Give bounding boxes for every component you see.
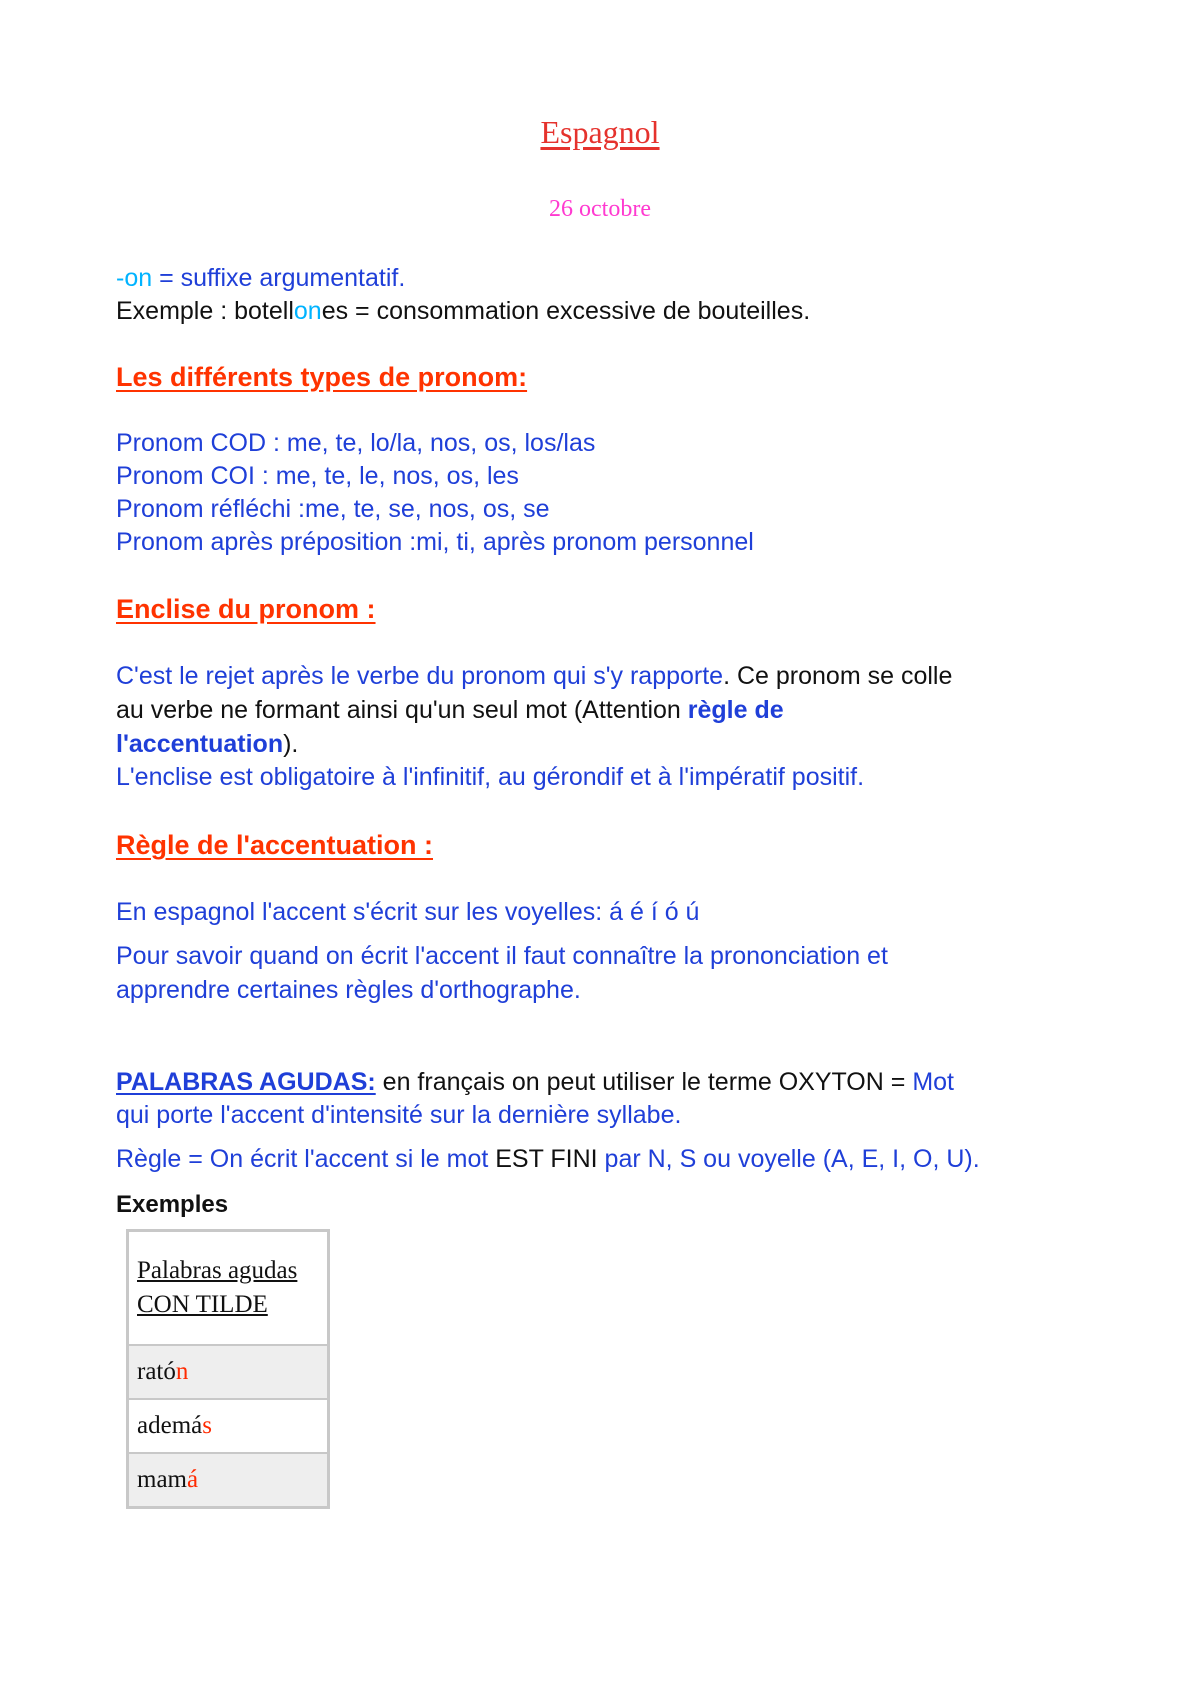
examples-table (126, 1229, 330, 1509)
pronom-line: Pronom COD : me, te, lo/la, nos, os, los/las (116, 429, 596, 457)
example-line (116, 295, 810, 328)
table-header-cell (128, 1231, 328, 1345)
agudas-line-1 (116, 1066, 954, 1099)
rule-middle: EST FINI (495, 1145, 598, 1173)
enclise-rule-ref: règle de (687, 696, 784, 724)
accent-explanation-1: Pour savoir quand on écrit l'accent il faut connaître la prononciation et (116, 942, 888, 970)
enclise-definition: C'est le rejet après le verbe du pronom qui s'y rapporte (116, 662, 724, 690)
table-row (128, 1453, 328, 1507)
pronom-line: Pronom COI : me, te, le, nos, os, les (116, 462, 519, 490)
table-header-line-1: Palabras agudas (137, 1257, 298, 1284)
heading-accentuation: Règle de l'accentuation : (116, 830, 433, 860)
enclise-text: au verbe ne formant ainsi qu'un seul mot (Attention (116, 696, 688, 724)
table-row (128, 1399, 328, 1453)
table-header-row (128, 1231, 328, 1345)
table-header-line-2: CON TILDE (137, 1291, 268, 1318)
example-highlight: on (293, 297, 322, 325)
accent-vowels-line: En espagnol l'accent s'écrit sur les voyelles: á é í ó ú (116, 898, 700, 926)
table-cell (128, 1453, 328, 1507)
pronom-line: Pronom réfléchi :me, te, se, nos, os, se (116, 495, 550, 523)
suffix-definition: = suffixe argumentatif. (152, 264, 406, 292)
enclise-rule-ref-cont: l'accentuation (116, 730, 284, 758)
agudas-rule (116, 1143, 980, 1176)
rule-suffix: par N, S ou voyelle (A, E, I, O, U). (597, 1145, 980, 1173)
enclise-line-1 (116, 660, 952, 693)
agudas-definition: Mot (912, 1068, 954, 1096)
suffix-line (116, 262, 405, 295)
example-rest: es = consommation excessive de bouteilles. (321, 297, 811, 325)
word-base: mam (137, 1466, 187, 1493)
heading-pronom-types: Les différents types de pronom: (116, 362, 528, 392)
word-accent: n (175, 1358, 189, 1385)
word-accent: s (202, 1412, 212, 1439)
word-accent: á (187, 1466, 199, 1493)
enclise-definition-cont: . Ce pronom se colle (723, 662, 953, 690)
enclise-obligation: L'enclise est obligatoire à l'infinitif, au gérondif et à l'impératif positif. (116, 763, 865, 791)
heading-palabras-agudas: PALABRAS AGUDAS: (116, 1068, 376, 1096)
word-base: ademá (137, 1412, 203, 1439)
enclise-text-end: ). (283, 730, 299, 758)
heading-enclise: Enclise du pronom : (116, 594, 376, 624)
rule-prefix: Règle = On écrit l'accent si le mot (116, 1145, 496, 1173)
agudas-oxyton: en français on peut utiliser le terme OXYTON = (375, 1068, 913, 1096)
table-cell (128, 1345, 328, 1399)
enclise-line-2 (116, 694, 784, 727)
suffix-term: -on (116, 264, 153, 292)
table-cell (128, 1399, 328, 1453)
examples-label: Exemples (116, 1191, 229, 1218)
accent-explanation-2: apprendre certaines règles d'orthographe. (116, 976, 581, 1004)
enclise-line-3 (116, 728, 298, 761)
example-prefix: Exemple : botell (116, 297, 294, 325)
table-row (128, 1345, 328, 1399)
page-title: Espagnol (540, 114, 660, 150)
word-base: rató (137, 1358, 176, 1385)
page-date: 26 octobre (549, 196, 651, 222)
pronom-line: Pronom après préposition :mi, ti, après pronom personnel (116, 528, 754, 556)
agudas-definition-cont: qui porte l'accent d'intensité sur la dernière syllabe. (116, 1101, 682, 1129)
